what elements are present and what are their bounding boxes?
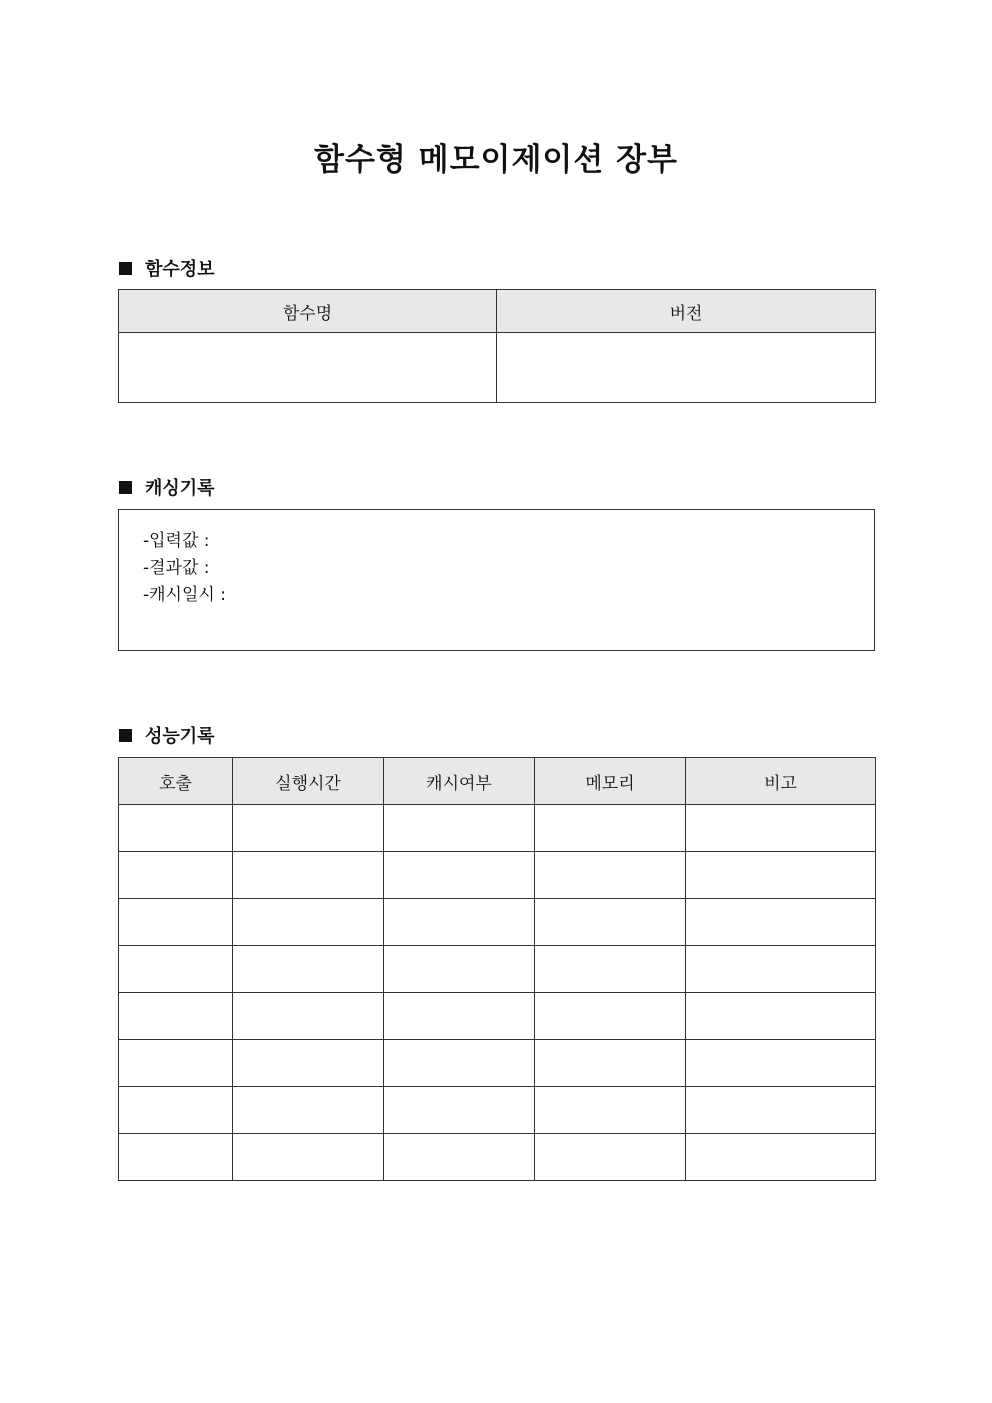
table-row	[119, 1134, 876, 1181]
memory-cell[interactable]	[535, 1087, 686, 1134]
exec-time-cell[interactable]	[233, 852, 384, 899]
section-heading-label: 성능기록	[145, 726, 215, 747]
memory-cell[interactable]	[535, 993, 686, 1040]
notes-cell[interactable]	[686, 993, 876, 1040]
exec-time-cell[interactable]	[233, 1040, 384, 1087]
cache-status-cell[interactable]	[384, 1134, 535, 1181]
column-header-call: 호출	[119, 758, 233, 805]
call-cell[interactable]	[119, 852, 233, 899]
input-value-line: -입력값 :	[143, 531, 210, 551]
memory-cell[interactable]	[535, 946, 686, 993]
table-row	[119, 1087, 876, 1134]
section-heading-caching	[119, 474, 215, 500]
result-value-line: -결과값 :	[143, 558, 210, 578]
section-heading-label: 함수정보	[145, 259, 215, 280]
column-header-memory: 메모리	[535, 758, 686, 805]
cache-datetime-line: -캐시일시 :	[143, 585, 226, 605]
exec-time-cell[interactable]	[233, 993, 384, 1040]
column-header-notes: 비고	[686, 758, 876, 805]
caching-record-box[interactable]	[118, 509, 875, 651]
cache-status-cell[interactable]	[384, 899, 535, 946]
exec-time-cell[interactable]	[233, 1134, 384, 1181]
square-bullet-icon	[119, 729, 132, 742]
exec-time-cell[interactable]	[233, 899, 384, 946]
exec-time-cell[interactable]	[233, 805, 384, 852]
table-header-row	[119, 758, 876, 805]
notes-cell[interactable]	[686, 1040, 876, 1087]
column-header-cache-status: 캐시여부	[384, 758, 535, 805]
section-heading-function-info	[119, 255, 215, 281]
table-row	[119, 946, 876, 993]
performance-table	[118, 757, 876, 1181]
exec-time-cell[interactable]	[233, 1087, 384, 1134]
call-cell[interactable]	[119, 1087, 233, 1134]
memory-cell[interactable]	[535, 1040, 686, 1087]
column-header-version: 버전	[497, 290, 876, 333]
section-heading-performance	[119, 722, 215, 748]
cache-status-cell[interactable]	[384, 1087, 535, 1134]
caching-record-lines	[143, 528, 226, 609]
function-info-table	[118, 289, 876, 403]
notes-cell[interactable]	[686, 946, 876, 993]
cache-status-cell[interactable]	[384, 993, 535, 1040]
section-heading-label: 캐싱기록	[145, 478, 215, 499]
cache-status-cell[interactable]	[384, 805, 535, 852]
call-cell[interactable]	[119, 946, 233, 993]
call-cell[interactable]	[119, 993, 233, 1040]
table-row	[119, 852, 876, 899]
document-title: 함수형 메모이제이션 장부	[314, 142, 678, 178]
memory-cell[interactable]	[535, 1134, 686, 1181]
call-cell[interactable]	[119, 805, 233, 852]
version-cell[interactable]	[497, 333, 876, 403]
call-cell[interactable]	[119, 1134, 233, 1181]
memory-cell[interactable]	[535, 805, 686, 852]
table-row	[119, 1040, 876, 1087]
cache-status-cell[interactable]	[384, 852, 535, 899]
table-row	[119, 899, 876, 946]
memory-cell[interactable]	[535, 899, 686, 946]
notes-cell[interactable]	[686, 805, 876, 852]
memory-cell[interactable]	[535, 852, 686, 899]
square-bullet-icon	[119, 481, 132, 494]
column-header-exec-time: 실행시간	[233, 758, 384, 805]
table-row	[119, 805, 876, 852]
table-row	[119, 333, 876, 403]
cache-status-cell[interactable]	[384, 1040, 535, 1087]
table-header-row	[119, 290, 876, 333]
square-bullet-icon	[119, 262, 132, 275]
function-name-cell[interactable]	[119, 333, 497, 403]
notes-cell[interactable]	[686, 852, 876, 899]
table-row	[119, 993, 876, 1040]
notes-cell[interactable]	[686, 1087, 876, 1134]
notes-cell[interactable]	[686, 899, 876, 946]
call-cell[interactable]	[119, 1040, 233, 1087]
call-cell[interactable]	[119, 899, 233, 946]
cache-status-cell[interactable]	[384, 946, 535, 993]
exec-time-cell[interactable]	[233, 946, 384, 993]
notes-cell[interactable]	[686, 1134, 876, 1181]
column-header-function-name: 함수명	[119, 290, 497, 333]
